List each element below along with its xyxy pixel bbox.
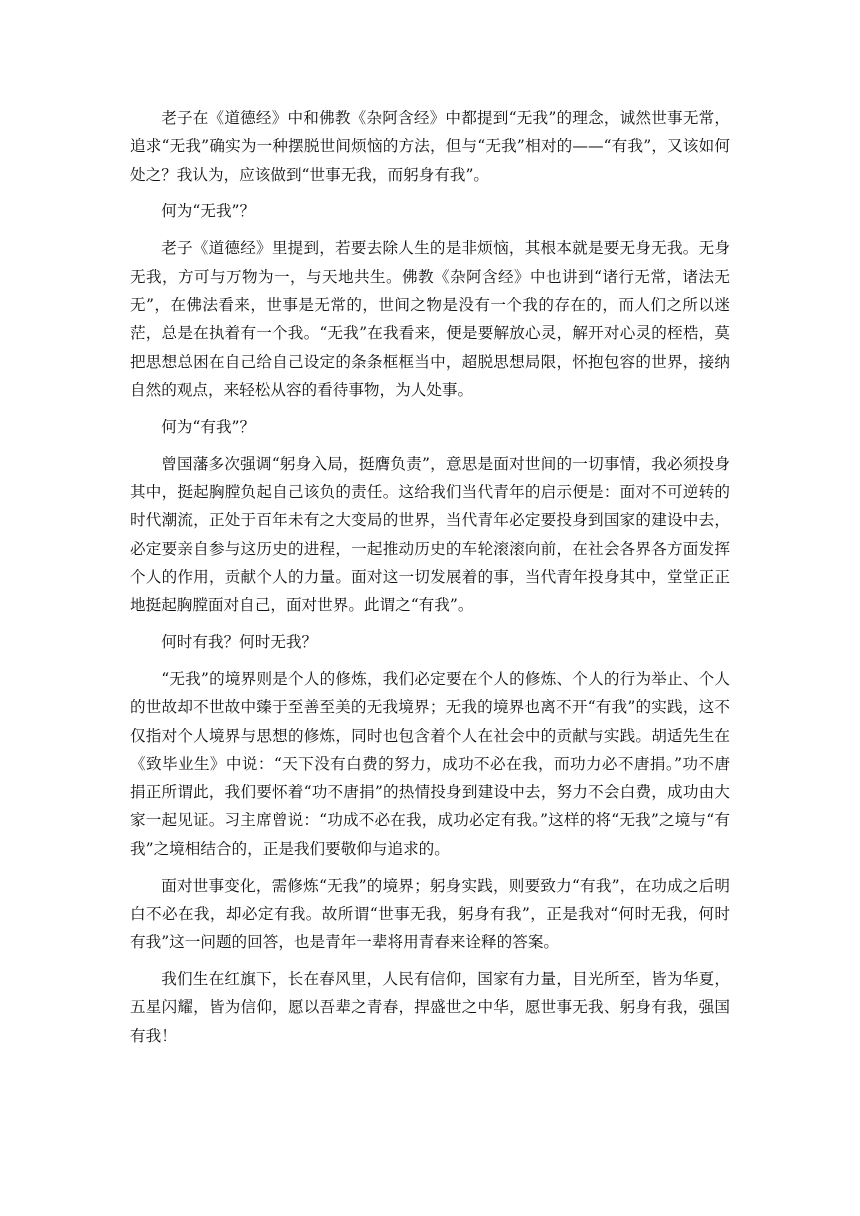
- paragraph-when: “无我”的境界则是个人的修炼，我们必定要在个人的修炼、个人的行为举止、个人的世故却不世故中臻于至善至美的无我境界；无我的境界也离不开“有我”的实践，这不仅指对个人境界与思想的修炼，同时也包含着个人在社会中的贡献与实践。胡适先生在《致毕业生》中说：“天下没有白费的努力，成功不必在我，而功力必不唐捐。”功不唐捐正所谓此，我们要怀着“功不唐捐”的热情投身到建设中去，努力不会白费，成功由大家一起见证。习主席曾说：“功成不必在我，成功必定有我。”这样的将“无我”之境与“有我”之境相结合的，正是我们要敬仰与追求的。: [130, 669, 730, 858]
- section-heading-youwo: 何为“有我”？: [161, 417, 256, 436]
- paragraph-wuwo: 老子《道德经》里提到，若要去除人生的是非烦恼，其根本就是要无身无我。无身无我，方可与万物为一，与天地共生。佛教《杂阿含经》中也讲到“诸行无常，诸法无无”，在佛法看来，世事是无常的，世间之物是没有一个我的存在的，而人们之所以迷茫，总是在执着有一个我。“无我”在我看来，便是要解放心灵，解开对心灵的桎梏，莫把思想总困在自己给自己设定的条条框框当中，超脱思想局限，怀抱包容的世界，接纳自然的观点，来轻松从容的看待事物，为人处事。: [130, 239, 730, 399]
- section-heading-when: 何时有我？何时无我？: [161, 633, 318, 652]
- essay-body: [130, 104, 730, 1059]
- section-heading-wuwo: 何为“无我”？: [161, 202, 256, 221]
- paragraph-intro: 老子在《道德经》中和佛教《杂阿含经》中都提到“无我”的理念，诚然世事无常，追求“无我”确实为一种摆脱世间烦恼的方法，但与“无我”相对的——“有我”，又该如何处之？我认为，应该做到“世事无我，而躬身有我”。: [130, 109, 730, 184]
- paragraph-youwo: 曾国藩多次强调“躬身入局，挺膺负责”，意思是面对世间的一切事情，我必须投身其中，挺起胸膛负起自己该负的责任。这给我们当代青年的启示便是：面对不可逆转的时代潮流，正处于百年未有之大变局的世界，当代青年必定要投身到国家的建设中去，必定要亲自参与这历史的进程，一起推动历史的车轮滚滚向前，在社会各界各方面发挥个人的作用，贡献个人的力量。面对这一切发展着的事，当代青年投身其中，堂堂正正地挺起胸膛面对自己，面对世界。此谓之“有我”。: [130, 454, 730, 615]
- paragraph-summary: 面对世事变化，需修炼“无我”的境界；躬身实践，则要致力“有我”，在功成之后明白不必在我，却必定有我。故所谓“世事无我，躬身有我”，正是我对“何时无我，何时有我”这一问题的回答，也是青年一辈将用青春来诠释的答案。: [130, 876, 730, 952]
- paragraph-conclusion: 我们生在红旗下，长在春风里，人民有信仰，国家有力量，目光所至，皆为华夏，五星闪耀，皆为信仰，愿以吾辈之青春，捍盛世之中华，愿世事无我、躬身有我，强国有我！: [130, 970, 730, 1045]
